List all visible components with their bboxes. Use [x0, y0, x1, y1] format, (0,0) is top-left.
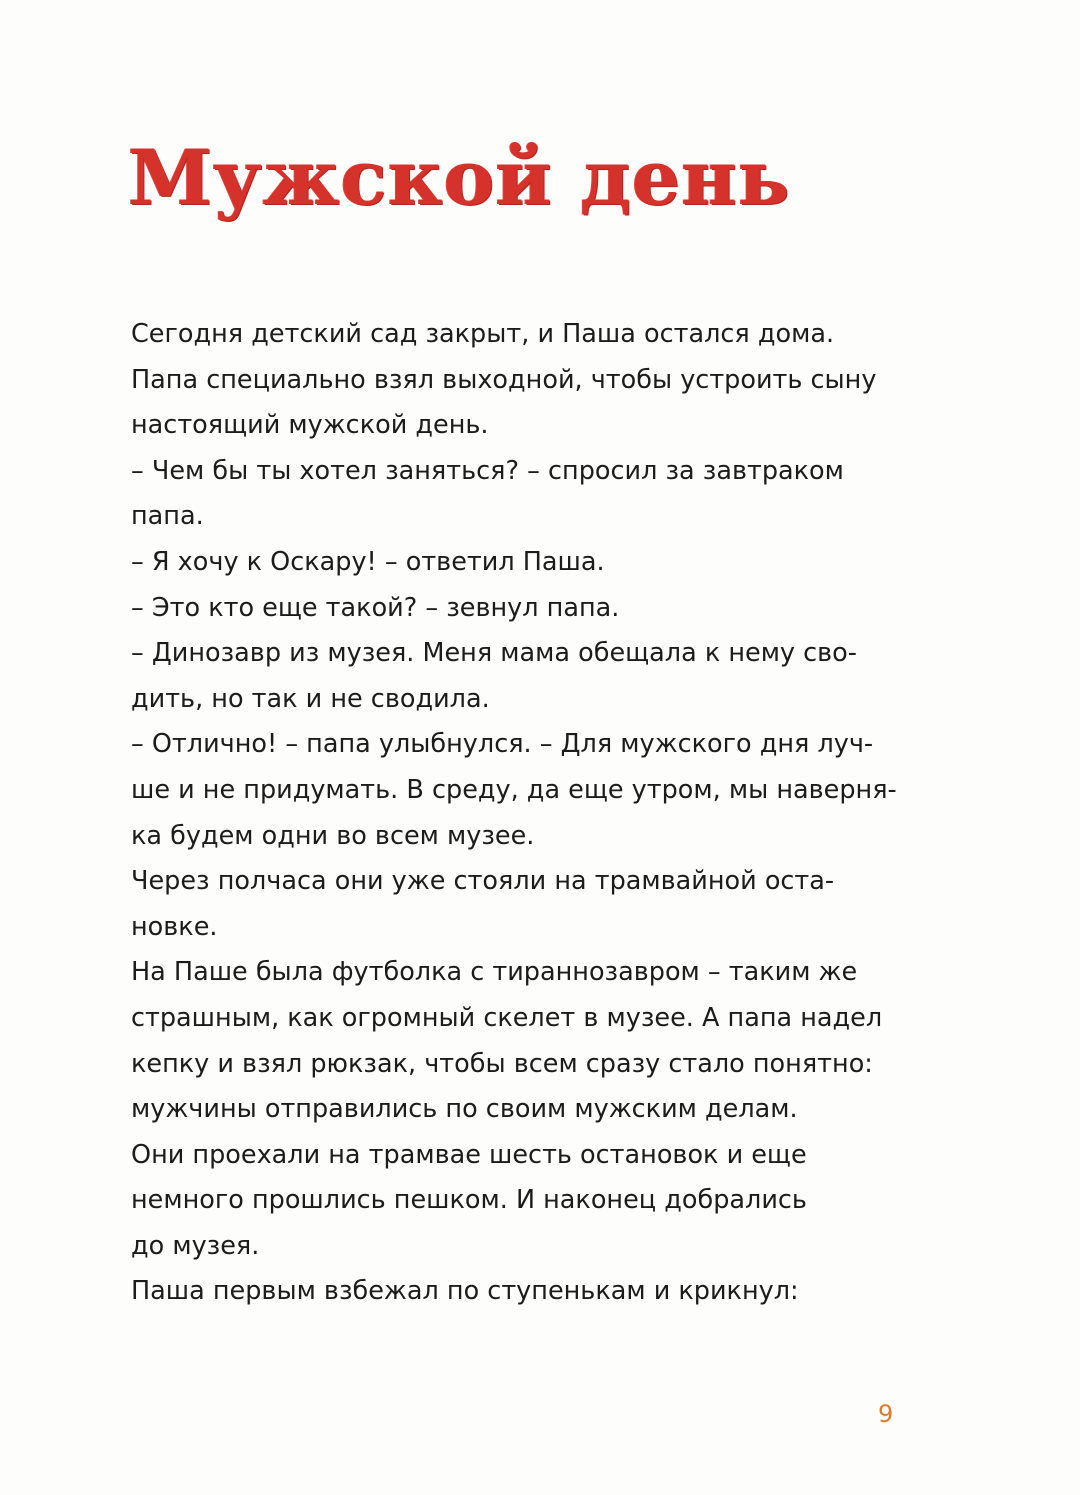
text-line: настоящий мужской день.: [131, 410, 489, 441]
text-line: новке.: [131, 911, 218, 942]
text-line: – Это кто еще такой? – зевнул папа.: [131, 592, 620, 623]
page-number: 9: [878, 1400, 894, 1428]
text-line: – Отлично! – папа улыбнулся. – Для мужского дня луч-: [131, 729, 874, 760]
text-line: мужчины отправились по своим мужским делам.: [131, 1094, 798, 1125]
body-text: [131, 312, 911, 1315]
chapter-title: Мужской день: [128, 133, 791, 222]
text-line: папа.: [131, 501, 204, 532]
text-line: ше и не придумать. В среду, да еще утром, мы наверня-: [131, 774, 897, 805]
text-line: На Паше была футболка с тираннозавром – таким же: [131, 957, 858, 988]
text-line: Папа специально взял выходной, чтобы устроить сыну: [131, 364, 877, 395]
text-line: страшным, как огромный скелет в музее. А папа надел: [131, 1002, 883, 1033]
text-line: кепку и взял рюкзак, чтобы всем сразу стало понятно:: [131, 1048, 873, 1079]
text-line: дить, но так и не сводила.: [131, 683, 490, 714]
text-line: – Чем бы ты хотел заняться? – спросил за завтраком: [131, 455, 844, 486]
text-line: Паша первым взбежал по ступенькам и крикнул:: [131, 1276, 799, 1307]
text-line: Они проехали на трамвае шесть остановок и еще: [131, 1139, 807, 1170]
text-line: Через полчаса они уже стояли на трамвайной оста-: [131, 866, 835, 897]
text-line: Сегодня детский сад закрыт, и Паша остался дома.: [131, 319, 835, 349]
text-line: немного прошлись пешком. И наконец добрались: [131, 1185, 807, 1216]
text-line: – Я хочу к Оскару! – ответил Паша.: [131, 546, 605, 577]
text-line: ка будем одни во всем музее.: [131, 820, 535, 851]
text-line: – Динозавр из музея. Меня мама обещала к нему сво-: [131, 638, 857, 669]
text-line: до музея.: [131, 1230, 260, 1261]
